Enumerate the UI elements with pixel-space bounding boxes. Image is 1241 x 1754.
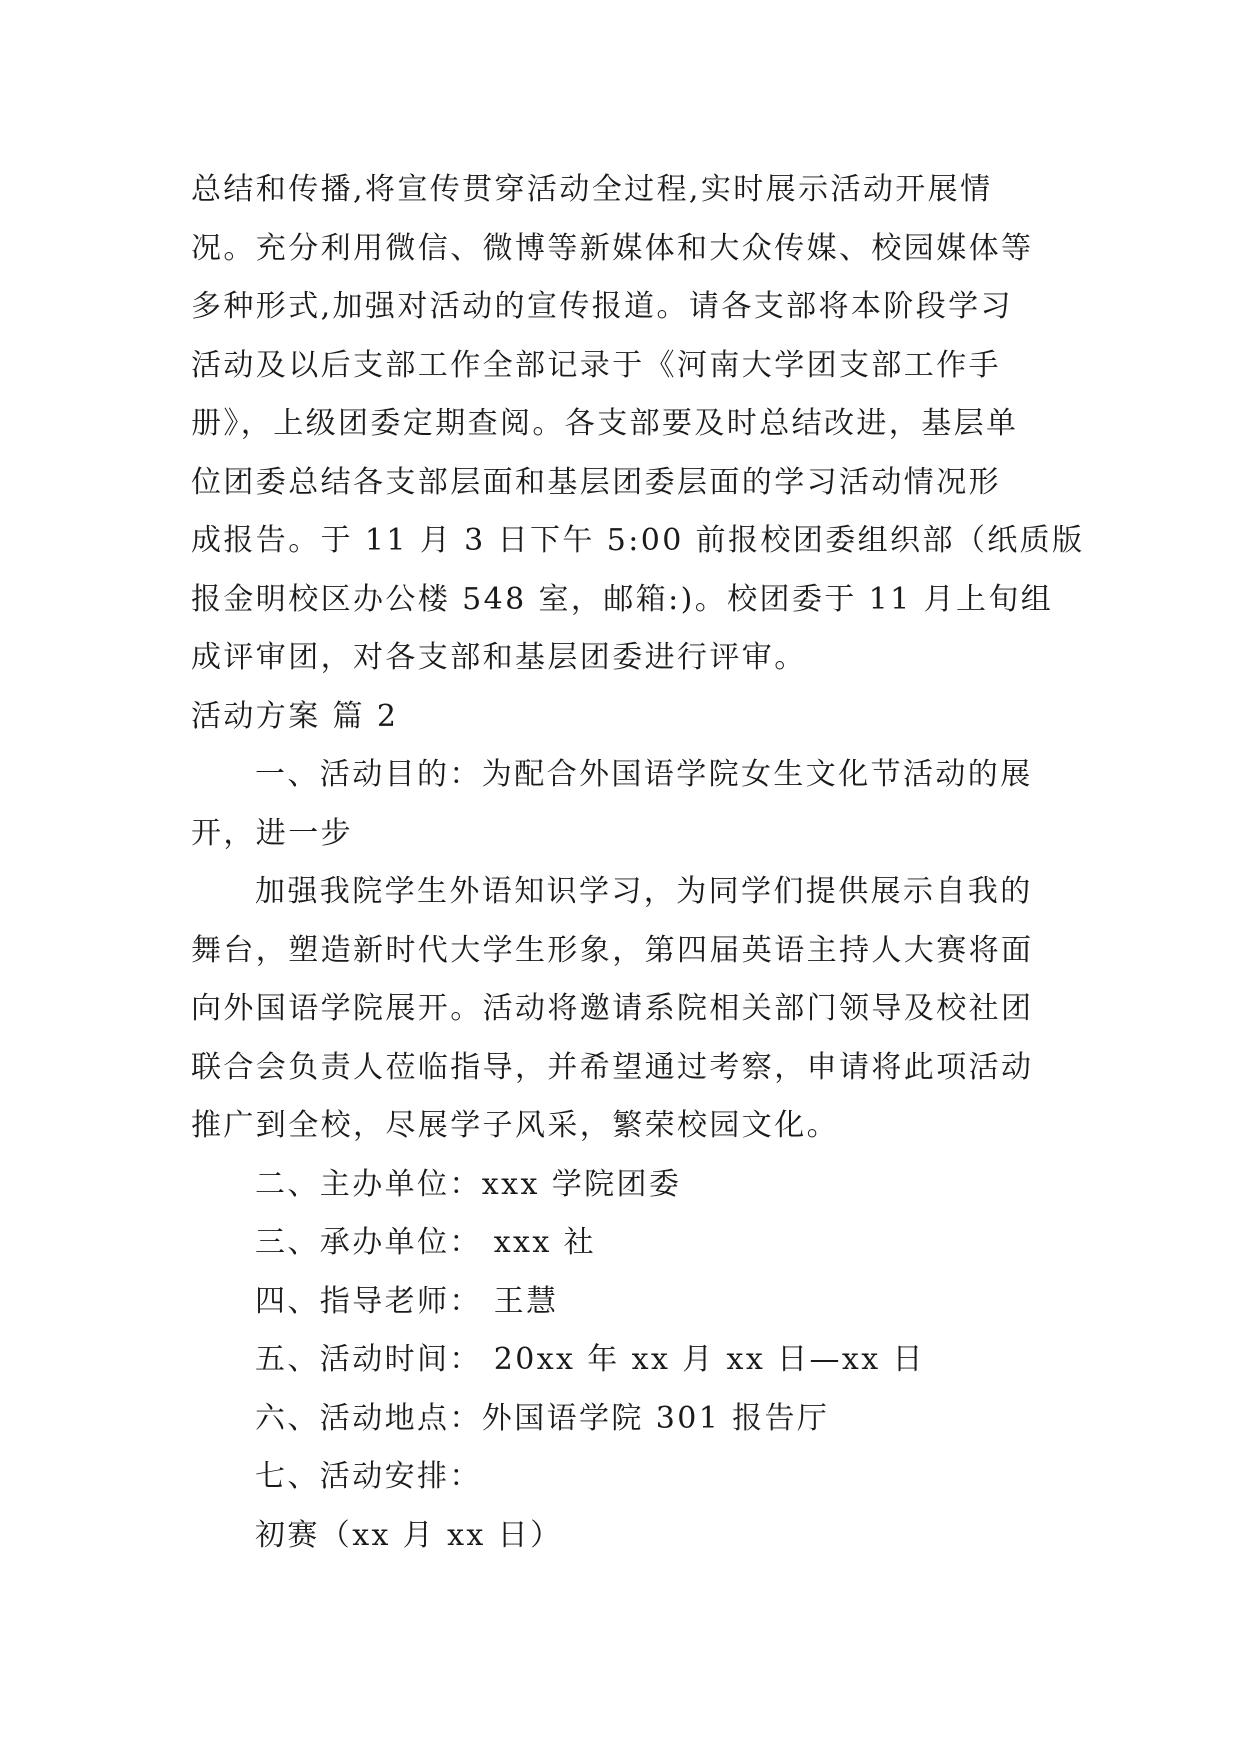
paragraph-line: 推广到全校，尽展学子风采，繁荣校园文化。 bbox=[191, 1108, 839, 1143]
paragraph-line: 成报告。于 11 月 3 日下午 5:00 前报校团委组织部（纸质版 bbox=[191, 523, 1085, 558]
paragraph-line: 况。充分利用微信、微博等新媒体和大众传媒、校园媒体等 bbox=[191, 230, 1034, 266]
paragraph-line: 一、活动目的：为配合外国语学院女生文化节活动的展 bbox=[255, 757, 1033, 792]
paragraph-line: 总结和传播,将宣传贯穿活动全过程,实时展示活动开展情 bbox=[191, 172, 993, 207]
paragraph-line: 成评审团，对各支部和基层团委进行评审。 bbox=[191, 640, 807, 675]
paragraph-line: 联合会负责人莅临指导，并希望通过考察，申请将此项活动 bbox=[191, 1049, 1034, 1085]
paragraph-line: 加强我院学生外语知识学习，为同学们提供展示自我的 bbox=[255, 874, 1033, 909]
paragraph-line: 向外国语学院展开。活动将邀请系院相关部门领导及校社团 bbox=[191, 991, 1034, 1026]
paragraph-line: 开，进一步 bbox=[191, 815, 353, 851]
list-item: 二、主办单位：xxx 学院团委 bbox=[255, 1166, 682, 1202]
document-body bbox=[191, 161, 1085, 1565]
list-item: 六、活动地点：外国语学院 301 报告厅 bbox=[255, 1400, 830, 1436]
list-item: 初赛（xx 月 xx 日） bbox=[255, 1517, 563, 1553]
paragraph-line: 活动及以后支部工作全部记录于《河南大学团支部工作手 bbox=[191, 347, 1001, 383]
paragraph-line: 舞台，塑造新时代大学生形象，第四届英语主持人大赛将面 bbox=[191, 932, 1034, 968]
section-heading: 活动方案 篇 2 bbox=[191, 698, 399, 734]
paragraph-line: 报金明校区办公楼 548 室，邮箱:)。校团委于 11 月上旬组 bbox=[191, 581, 1054, 617]
list-item: 七、活动安排： bbox=[255, 1459, 482, 1494]
list-item: 四、指导老师： 王慧 bbox=[255, 1283, 559, 1319]
list-item: 五、活动时间： 20xx 年 xx 月 xx 日—xx 日 bbox=[255, 1342, 925, 1377]
list-item: 三、承办单位： xxx 社 bbox=[255, 1225, 597, 1260]
paragraph-line: 位团委总结各支部层面和基层团委层面的学习活动情况形 bbox=[191, 464, 1001, 500]
paragraph-line: 册》，上级团委定期查阅。各支部要及时总结改进，基层单 bbox=[191, 406, 1019, 441]
paragraph-line: 多种形式,加强对活动的宣传报道。请各支部将本阶段学习 bbox=[191, 289, 1013, 324]
